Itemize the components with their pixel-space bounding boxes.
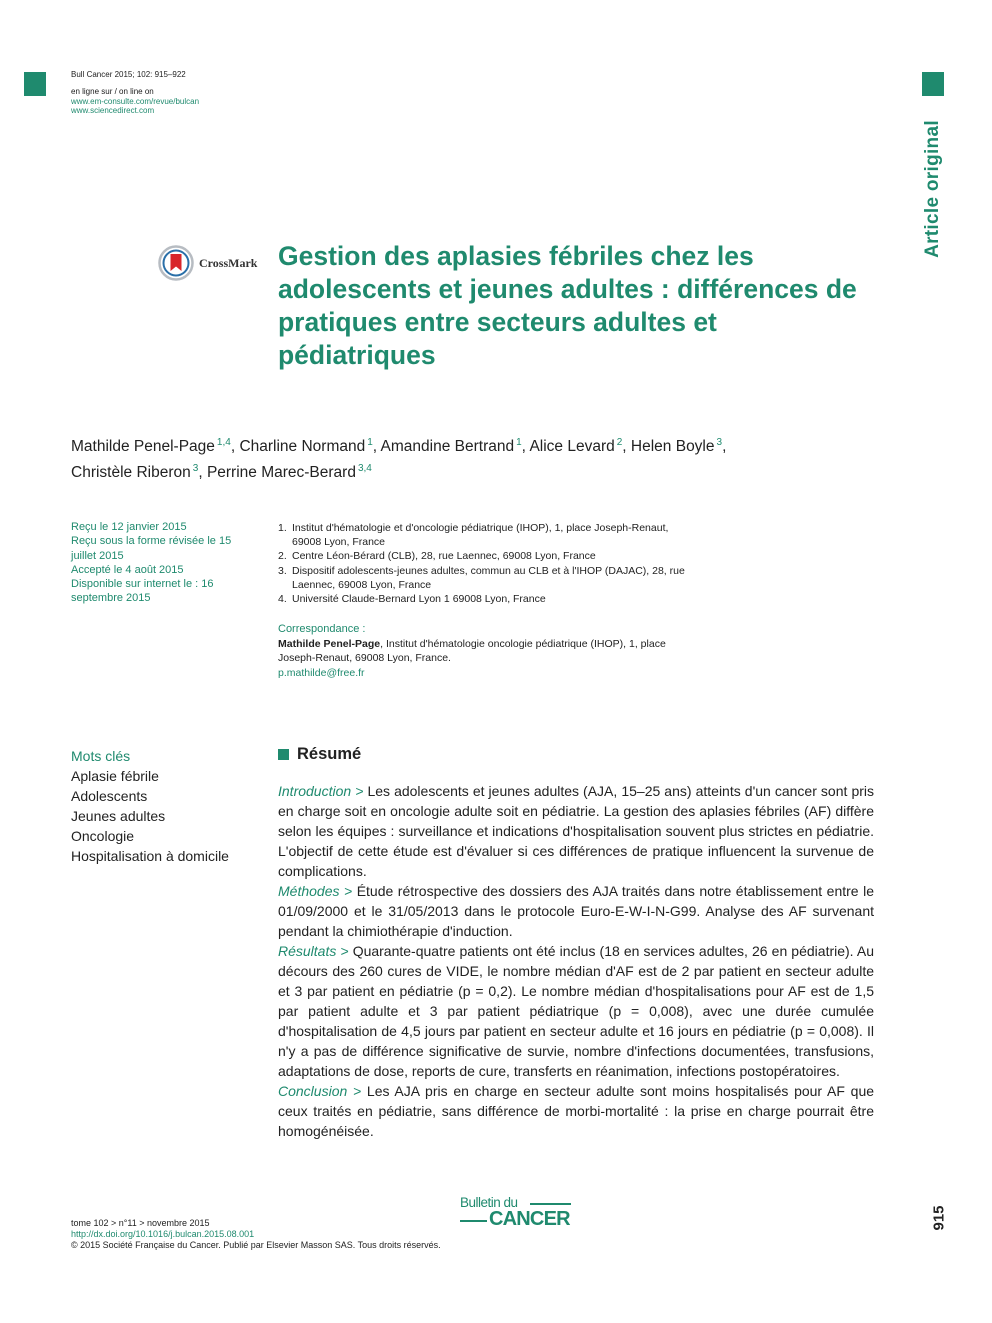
copyright: © 2015 Société Française du Cancer. Publié par Elsevier Masson SAS. Tous droits réservés.: [71, 1240, 441, 1250]
journal-reference: Bull Cancer 2015; 102: 915–922: [71, 70, 186, 79]
correspondance: [278, 622, 698, 680]
abstract-section: Conclusion > Les AJA pris en charge en secteur adulte sont moins hospitalisés pour AF que ceux traités en pédiatrie, sans différence de morbi-mortalité : la prise en charge pourrait être homogénéisée.: [278, 1083, 875, 1139]
corner-square-left: [24, 72, 46, 96]
article-dates: [71, 520, 246, 606]
corner-square-right: [922, 72, 944, 96]
author-list: Mathilde Penel-Page $^{1,4}$, Charline Normand $^1$, Amandine Bertrand $^1$, Alice Levard $^2$, Helen Boyle $^3$, Christèle Riberon $^3$, Perrine Marec-Berard $^{3,4}$: [71, 437, 727, 481]
link-em-consulte[interactable]: www.em-consulte.com/revue/bulcan: [71, 96, 200, 106]
affiliation-list: [278, 521, 698, 606]
author: Christèle Riberon $^3$: [71, 463, 199, 481]
correspondance-email[interactable]: p.mathilde@free.fr: [278, 666, 365, 679]
author: Amandine Bertrand $^1$: [380, 437, 522, 455]
crossmark-icon: [158, 245, 194, 281]
affiliation-item: 2. Centre Léon-Bérard (CLB), 28, rue Laennec, 69008 Lyon, France: [278, 550, 596, 563]
affiliation-item: 4. Université Claude-Bernard Lyon 1 69008 Lyon, France: [278, 593, 546, 606]
keywords: [71, 746, 271, 866]
date-revised: Reçu sous la forme révisée le 15 juillet 2015: [71, 535, 232, 562]
logo-line2: CANCER: [489, 1208, 570, 1230]
page-number: 915: [930, 1205, 948, 1231]
abstract: [278, 781, 874, 1141]
article-title: Gestion des aplasies fébriles chez les adolescents et jeunes adultes : différences de pratiques entre secteurs adultes et pédiatriques: [278, 241, 857, 370]
abstract-section: Résultats > Quarante-quatre patients ont été inclus (18 en services adultes, 26 en pédiatrie). Au décours des 260 cures de VIDE, le nombre médian d'AF est de 2 par patient en secteur adulte et 3 par patient en pédiatrie (p = 0,2). Le nombre médian d'hospitalisations pour AF est de 1,5 par patient adulte et 3 par patient pédiatrique (p = 0,008), avec une durée cumulée d'hospitalisation de 4,5 jours par patient en secteur adulte et 16 jours en pédiatrie (p = 0,008). Il n'y a pas de différence significative de survie, nombre d'infections documentées, transfusions, adaptations de dose, reports de cure, transferts en réanimation, infections postopératoires.: [278, 943, 874, 1079]
abstract-section: Introduction > Les adolescents et jeunes adultes (AJA, 15–25 ans) atteints d'un cancer sont pris en charge soit en oncologie adulte soit en pédiatrie. La gestion des aplasies fébriles (AF) diffère selon les équipes : surveillance et indications d'hospitalisation souvent plus strictes en pédiatrie. L'objectif de cette étude est d'évaluer si ces différences de pratique influencent la survenue de complications.: [278, 783, 874, 879]
author: Alice Levard $^2$: [529, 437, 623, 455]
author: Helen Boyle $^3$: [630, 437, 723, 455]
keyword-item: Hospitalisation à domicile: [71, 848, 229, 864]
journal-logo: [458, 1195, 573, 1233]
online-label: en ligne sur / on line on: [71, 87, 154, 96]
keywords-title: Mots clés: [71, 748, 131, 764]
date-received: Reçu le 12 janvier 2015: [71, 521, 187, 533]
crossmark-label: CrossMark: [199, 255, 258, 270]
author: Mathilde Penel-Page $^{1,4}$: [71, 437, 231, 455]
heading-bullet-icon: [278, 749, 289, 760]
doi-link[interactable]: http://dx.doi.org/10.1016/j.bulcan.2015.08.001: [71, 1229, 255, 1239]
keyword-item: Aplasie fébrile: [71, 768, 159, 784]
logo-rule: [530, 1203, 571, 1205]
link-sciencedirect[interactable]: www.sciencedirect.com: [71, 106, 155, 115]
issue-info: tome 102 > n°11 > novembre 2015: [71, 1218, 210, 1228]
correspondance-address: , Institut d'hématologie oncologie pédiatrique (IHOP), 1, place Joseph-Renaut, 69008 Lyon, France.: [278, 637, 666, 664]
logo-line1: Bulletin du: [460, 1195, 518, 1210]
crossmark-badge[interactable]: [158, 244, 258, 282]
footer: [71, 1218, 441, 1251]
logo-rule: [460, 1220, 487, 1222]
abstract-section: Méthodes > Étude rétrospective des dossiers des AJA traités dans notre établissement entre le 01/09/2000 et le 31/05/2013 dans le protocole Euro-E-W-I-N-G99. Analyse des AF survenant pendant la chimiothérapie d'induction.: [278, 883, 874, 939]
date-online: Disponible sur internet le : 16 septembre 2015: [71, 578, 214, 605]
author: Charline Normand $^1$: [239, 437, 373, 455]
affiliation-item: 1. Institut d'hématologie et d'oncologie pédiatrique (IHOP), 1, place Joseph-Renaut, 69008 Lyon, France: [278, 522, 669, 549]
affiliation-item: 3. Dispositif adolescents-jeunes adultes, commun au CLB et à l'IHOP (DAJAC), 28, rue Laennec, 69008 Lyon, France: [278, 564, 685, 591]
correspondance-label: Correspondance :: [278, 623, 366, 635]
resume-heading: Résumé: [278, 745, 361, 764]
online-links: [71, 87, 199, 116]
date-accepted: Accepté le 4 août 2015: [71, 563, 184, 576]
article-type-label: Article original: [922, 120, 943, 258]
correspondance-name: Mathilde Penel-Page: [278, 637, 381, 650]
keyword-item: Adolescents: [71, 788, 148, 804]
keyword-item: Oncologie: [71, 828, 135, 844]
author: Perrine Marec-Berard $^{3,4}$: [206, 463, 372, 481]
keyword-item: Jeunes adultes: [71, 808, 166, 824]
